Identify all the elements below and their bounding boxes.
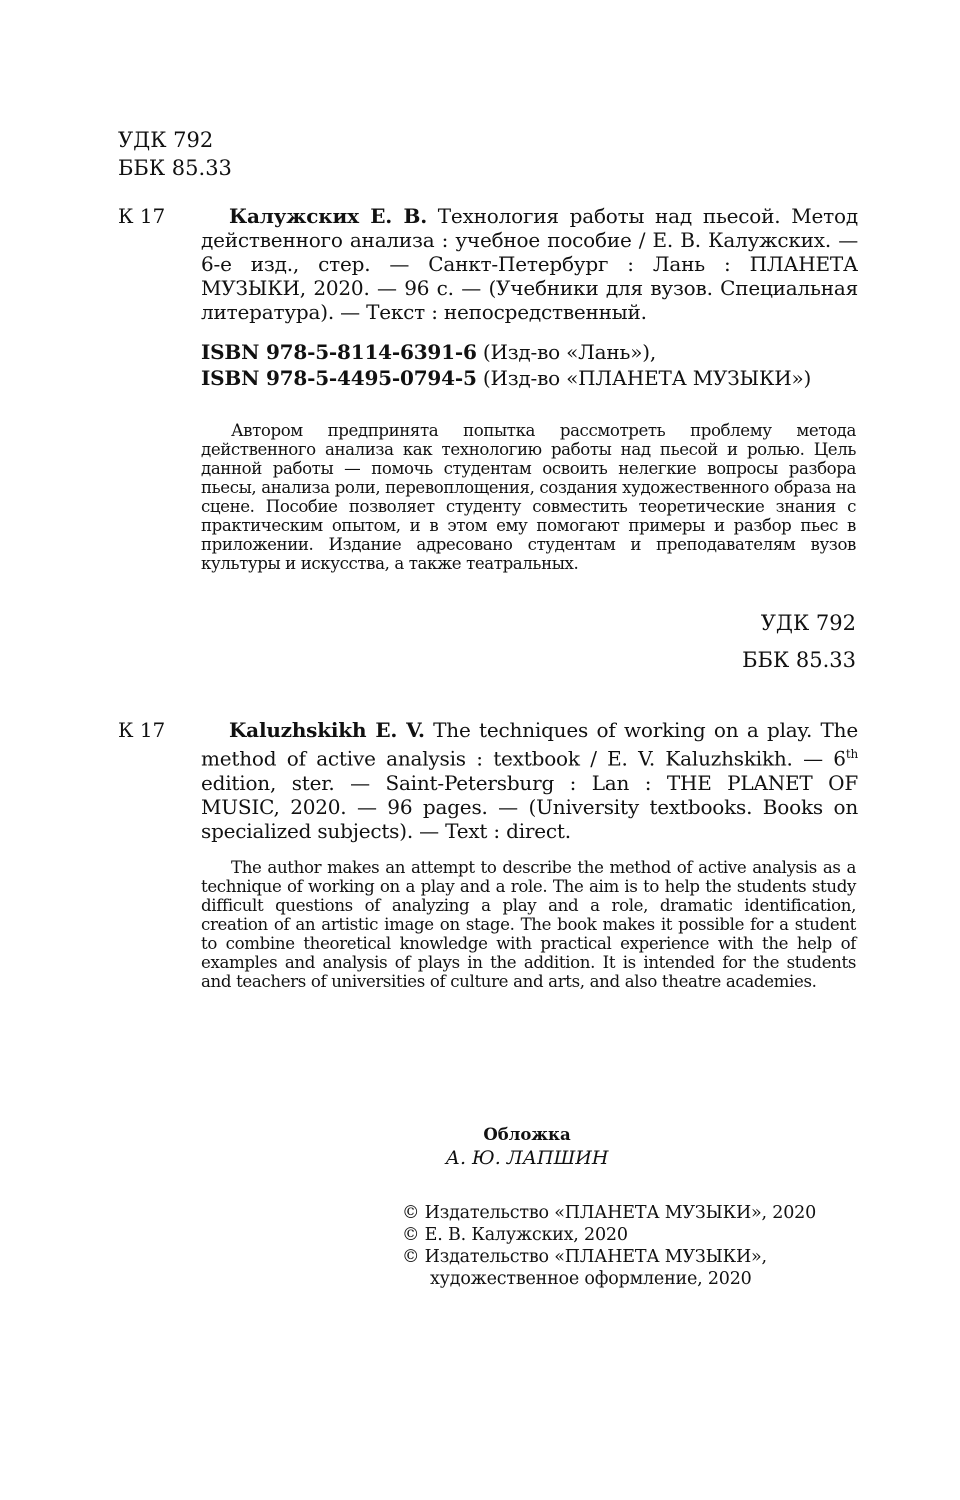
ordinal-suffix: th <box>845 747 858 761</box>
ru-abstract: Автором предпринята попытка рассмотреть проблему метода действенного анализа как технологию работы над пьесой и ролью. Цель данной работы — помочь студентам освоить нелегкие вопросы разбора пьесы, анализа роли, перевоплощения, создания художественного образа на сцене. Пособие позволяет студенту совместить теоретические знания с практическим опытом, и в этом ему помогают примеры и разбор пьес в приложении. Издание адресовано студентам и преподавателям вузов культуры и искусства, а также театральных. <box>201 421 856 573</box>
bbk-code: ББК 85.33 <box>118 156 232 180</box>
isbn-publisher: (Изд-во «Лань»), <box>482 340 656 364</box>
copyright-line: художественное оформление, 2020 <box>430 1269 752 1289</box>
en-author: Kaluzhskikh E. V. <box>229 718 425 742</box>
isbn-line <box>201 365 811 391</box>
cover-artist: А. Ю. ЛАПШИН <box>445 1147 609 1169</box>
ru-author: Калужских Е. В. <box>229 204 427 228</box>
copyright-block <box>402 1202 816 1290</box>
copyright-line: © Е. В. Калужских, 2020 <box>402 1225 628 1245</box>
udk-code-footer: УДК 792 <box>760 611 856 635</box>
isbn-number: ISBN 978-5-4495-0794-5 <box>201 366 477 390</box>
en-record-text: The techniques of working on a play. The method of active analysis : textbook / E. V. Kaluzhskikh. — 6 <box>201 718 858 771</box>
copyright-line: © Издательство «ПЛАНЕТА МУЗЫКИ», <box>402 1247 767 1267</box>
en-bibliographic-record <box>201 718 858 843</box>
cover-label: Обложка <box>483 1125 571 1144</box>
copyright-line: © Издательство «ПЛАНЕТА МУЗЫКИ», 2020 <box>402 1203 817 1223</box>
author-mark-code: К 17 <box>118 718 166 742</box>
ru-bibliographic-record <box>201 204 858 324</box>
en-abstract: The author makes an attempt to describe the method of active analysis as a technique of working on a play and a role. The aim is to help the students study difficult questions of analyzing a play and a role, dramatic identification, creation of an artistic image on stage. The book makes it possible for a student to combine theoretical knowledge with practical experience with the help of examples and analysis of plays in the addition. It is intended for the students and teachers of universities of culture and arts, and also theatre academies. <box>201 858 856 991</box>
ru-record-text: Технология работы над пьесой. Метод действенного анализа : учебное пособие / Е. В. Калужских. — 6-е изд., стер. — Санкт-Петербург : Лань : ПЛАНЕТА МУЗЫКИ, 2020. — 96 с. — (Учебники для вузов. Специальная литература). — Текст : непосредственный. <box>201 204 858 324</box>
isbn-publisher: (Изд-во «ПЛАНЕТА МУЗЫКИ») <box>482 366 812 390</box>
en-catalog-entry <box>118 718 858 843</box>
classification-header <box>118 126 232 182</box>
isbn-block <box>201 339 811 391</box>
author-mark-code: К 17 <box>118 204 166 228</box>
en-record-text-cont: edition, ster. — Saint-Petersburg : Lan : THE PLANET OF MUSIC, 2020. — 96 pages. — (University textbooks. Books on specialized subjects). — Text : direct. <box>201 770 858 843</box>
udk-code: УДК 792 <box>118 128 214 152</box>
isbn-number: ISBN 978-5-8114-6391-6 <box>201 340 477 364</box>
isbn-line <box>201 339 811 365</box>
ru-catalog-entry <box>118 204 858 324</box>
bbk-code-footer: ББК 85.33 <box>742 648 856 672</box>
